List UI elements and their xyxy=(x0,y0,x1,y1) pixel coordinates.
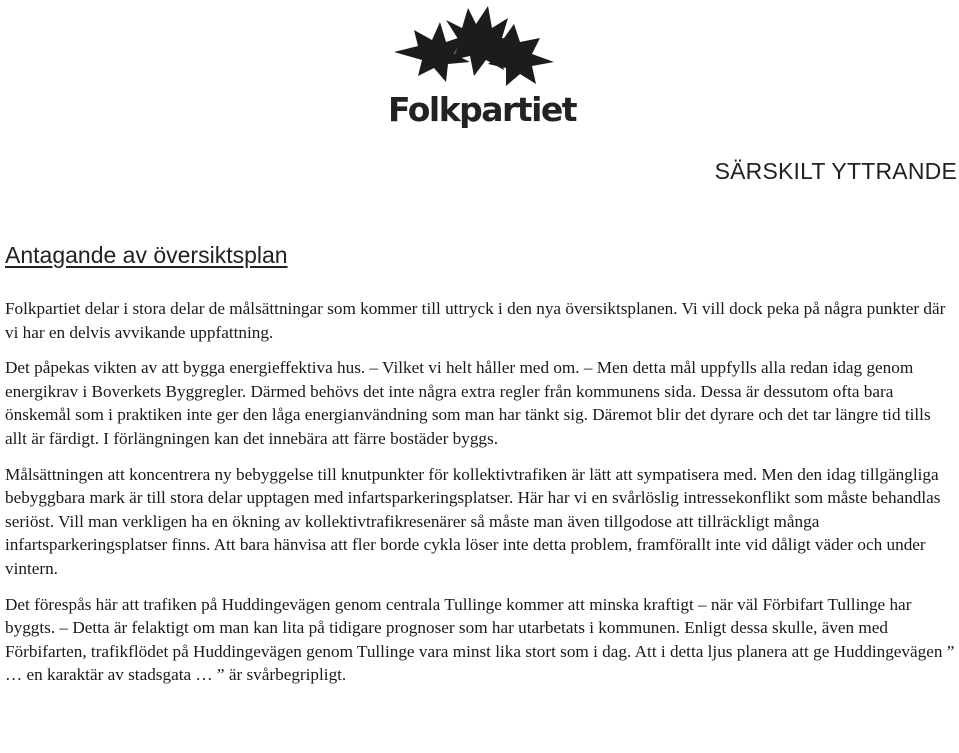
folkpartiet-logo xyxy=(388,2,577,134)
star-leaves-icon xyxy=(388,2,560,94)
paragraph: Folkpartiet delar i stora delar de målsättningar som kommer till uttryck i den nya översiktsplanen. Vi vill dock peka på några punkter där vi har en delvis avvikande uppfattning. xyxy=(5,299,946,342)
page-title: Antagande av översiktsplan xyxy=(5,242,288,268)
logo-wordmark: Folkpartiet xyxy=(388,90,577,129)
paragraph: Det påpekas vikten av att bygga energieffektiva hus. – Vilket vi helt håller med om. – Men detta mål uppfylls alla redan idag genom energikrav i Boverkets Byggregler. Därmed behövs det inte några extra regler från kommunens sida. Dessa är dessutom ofta bara önskemål som i praktiken inte ger den låga energianvändning som man har tänkt sig. Däremot blir det dyrare och det tar längre tid tills allt är färdigt. I förlängningen kan det innebära att färre bostäder byggs. xyxy=(5,358,931,448)
document-body xyxy=(5,297,955,699)
paragraph: Det förespås här att trafiken på Huddingevägen genom centrala Tullinge kommer att minska kraftigt – när väl Förbifart Tullinge har byggts. – Detta är felaktigt om man kan lita på tidigare prognoser som har utarbetats i kommunen. Enligt dessa skulle, även med Förbifarten, trafikflödet på Huddingevägen genom Tullinge vara minst lika stort som i dag. Att i detta ljus planera att ge Huddingevägen ” … en karaktär av stadsgata … ” är svårbegripligt. xyxy=(5,594,955,685)
paragraph: Målsättningen att koncentrera ny bebyggelse till knutpunkter för kollektivtrafiken är lätt att sympatisera med. Men den idag tillgängliga bebyggbara mark är till stora delar upptagen med infartsparkeringsplatser. Här har vi en svårlöslig intressekonflikt som måste behandlas seriöst. Vill man verkligen ha en ökning av kollektivtrafikresenärer så måste man även tillgodose att tillräckligt många infartsparkeringsplatser finns. Att bara hänvisa att fler borde cykla löser inte detta problem, framförallt inte vid dåligt väder och under vintern. xyxy=(5,464,941,578)
document-type-heading: SÄRSKILT YTTRANDE xyxy=(714,158,957,184)
